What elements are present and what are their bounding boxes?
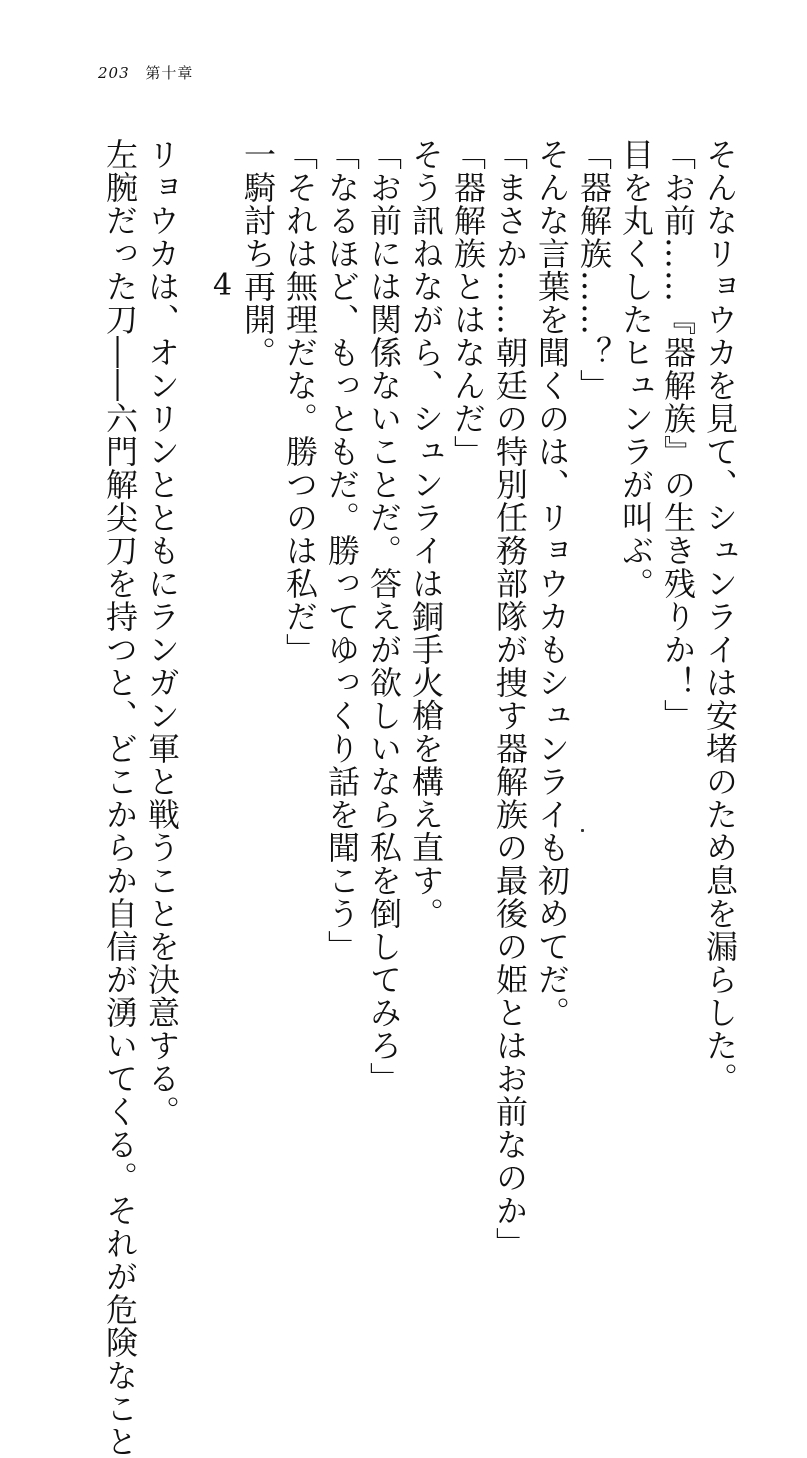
text-column-4: 「器解族……？」 (575, 138, 613, 402)
text-column-9: 「お前には関係ないことだ。答えが欲しいなら私を倒してみろ」 (365, 138, 403, 1095)
running-head (98, 62, 193, 83)
text-column-13: リョウカは、オンリンとともにランガン軍と戦うことを決意する。 (143, 138, 181, 1128)
print-speck (581, 829, 584, 832)
text-column-10: 「なるほど、もっともだ。勝ってゆっくり話を聞こう」 (323, 138, 361, 963)
text-column-8: そう訊ねながら、シュンライは銅手火槍を構え直す。 (407, 138, 445, 930)
chapter-title: 第十章 (145, 64, 194, 82)
page-number: 203 (98, 64, 130, 82)
text-column-11: 「それは無理だな。勝つのは私だ」 (281, 138, 319, 666)
text-column-12: 一騎討ち再開。 (239, 138, 277, 369)
text-column-6: 「まさか……朝廷の特別任務部隊が捜す器解族の最後の姫とはお前なのか」 (491, 138, 529, 1260)
text-column-5: そんな言葉を聞くのは、リョウカもシュンライも初めてだ。 (533, 138, 571, 1029)
text-column-7: 「器解族とはなんだ」 (449, 138, 487, 468)
text-column-2: 「お前……『器解族』の生き残りか！」 (659, 138, 697, 732)
text-column-1: そんなリョウカを見て、シュンライは安堵のため息を漏らした。 (701, 138, 739, 1095)
section-number: 4 (213, 268, 233, 303)
text-column-14: 左腕だった刀――六門解尖刀を持つと、どこからか自信が湧いてくる。それが危険なこと (101, 138, 139, 1458)
text-column-3: 目を丸くしたヒュンラが叫ぶ。 (617, 138, 655, 600)
